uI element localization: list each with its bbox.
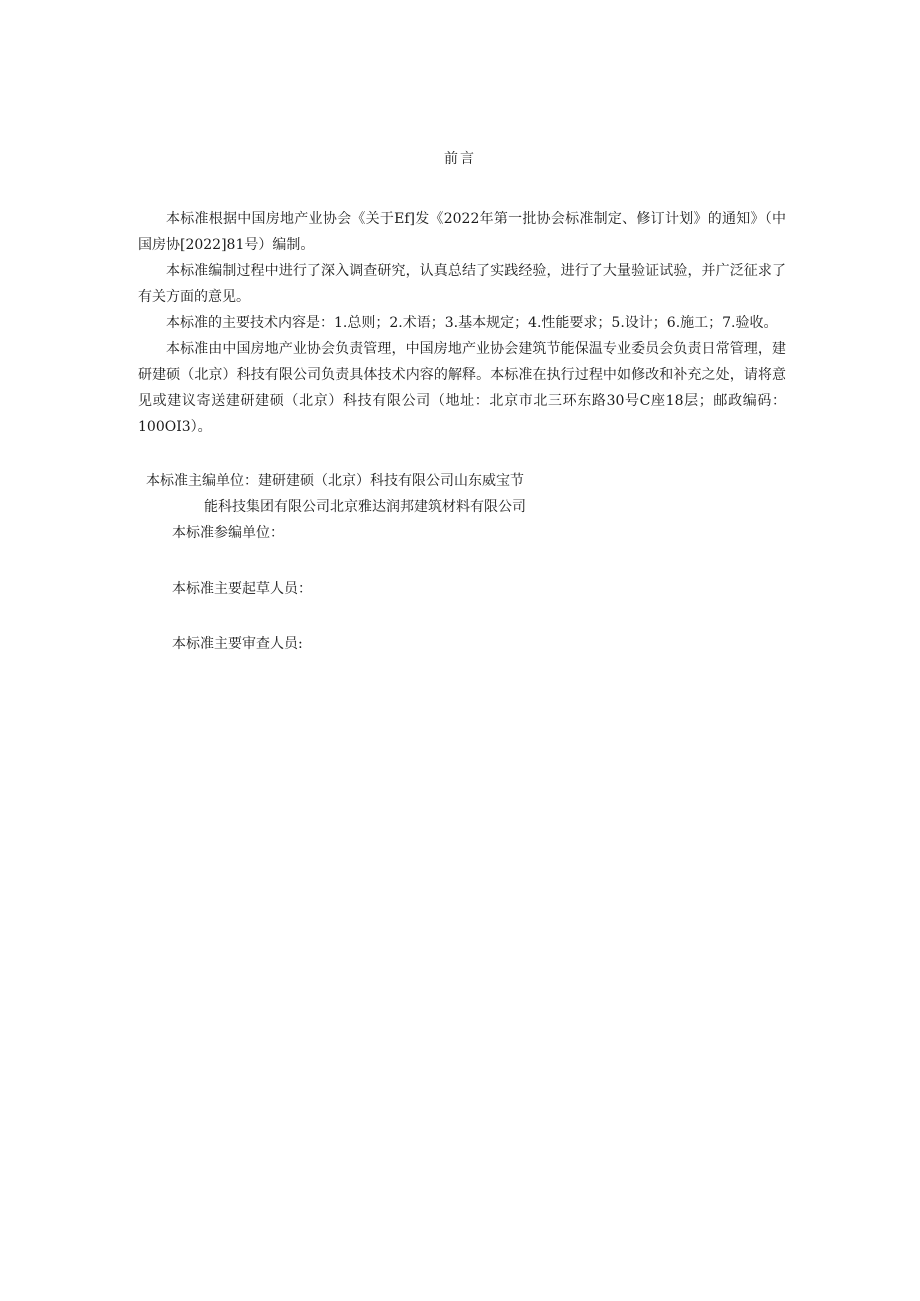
main-drafters: 本标准主要起草人员： [172,581,312,597]
paragraph-basis: 本标准根据中国房地产业协会《关于Ef]发《2022年第一批协会标准制定、修订计划》的通知》（中国房协[2022]81号）编制。 [138,211,786,253]
preface-body [138,206,786,440]
chief-units-line-2: 能科技集团有限公司北京雅达润邦建筑材料有限公司 [204,499,526,515]
paragraph-contents: 本标准的主要技术内容是：1.总则；2.术语；3.基本规定；4.性能要求；5.设计；6.施工；7.验收。 [166,315,778,331]
participating-units: 本标准参编单位： [172,525,284,541]
paragraph-management: 本标准由中国房地产业协会负责管理，中国房地产业协会建筑节能保温专业委员会负责日常管理，建研建硕（北京）科技有限公司负责具体技术内容的解释。本标准在执行过程中如修改和补充之处，请将意见或建议寄送建研建硕（北京）科技有限公司（地址：北京市北三环东路30号C座18层；邮政编码：100OI3）。 [138,341,786,435]
chief-units-line-1: 本标准主编单位：建研建硕（北京）科技有限公司山东威宝节 [146,473,524,489]
page-title: 前言 [444,151,476,167]
main-reviewers: 本标准主要审查人员: [172,636,303,652]
paragraph-process: 本标准编制过程中进行了深入调查研究，认真总结了实践经验，进行了大量验证试验，并广泛征求了有关方面的意见。 [138,263,786,305]
